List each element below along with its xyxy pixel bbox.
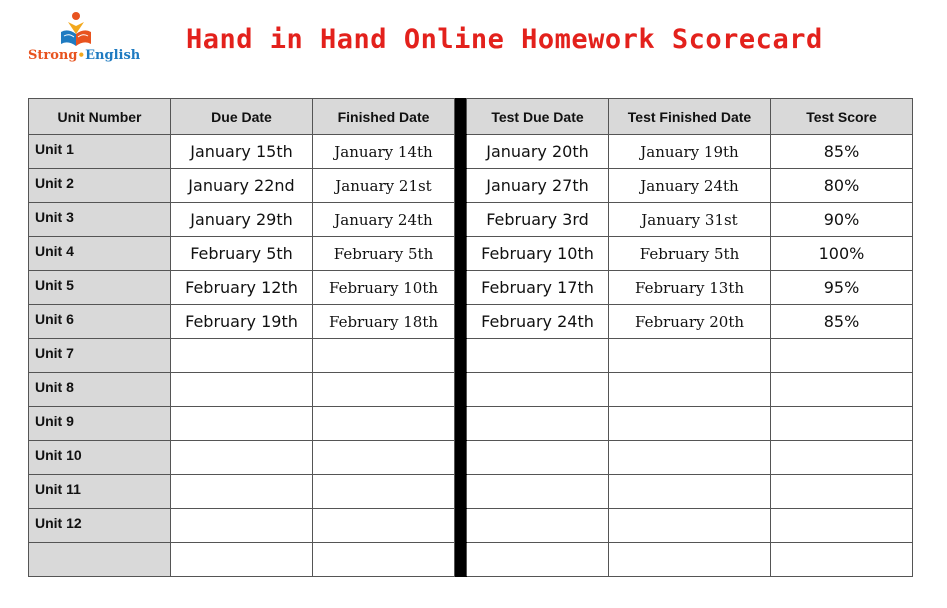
logo-dot: • (77, 48, 86, 62)
test-due-date-cell (467, 509, 609, 543)
header-due-date: Due Date (171, 99, 313, 135)
test-finished-date-cell: January 24th (609, 169, 771, 203)
logo-word-strong: Strong (28, 48, 78, 63)
finished-date-cell: January 24th (313, 203, 455, 237)
due-date-cell (171, 373, 313, 407)
finished-date-cell (313, 509, 455, 543)
test-finished-date-cell (609, 543, 771, 577)
column-divider (455, 203, 467, 237)
test-finished-date-cell (609, 339, 771, 373)
header-unit-number: Unit Number (29, 99, 171, 135)
finished-date-cell (313, 373, 455, 407)
test-due-date-cell: February 24th (467, 305, 609, 339)
test-score-cell (771, 475, 913, 509)
column-divider (455, 407, 467, 441)
scorecard-table (28, 98, 913, 577)
column-divider (455, 271, 467, 305)
column-divider (455, 509, 467, 543)
test-score-cell: 100% (771, 237, 913, 271)
table-row (29, 305, 913, 339)
test-score-cell (771, 407, 913, 441)
test-due-date-cell (467, 407, 609, 441)
due-date-cell (171, 509, 313, 543)
unit-number-cell: Unit 3 (29, 203, 171, 237)
table-row (29, 373, 913, 407)
finished-date-cell: February 18th (313, 305, 455, 339)
page-title: Hand in Hand Online Homework Scorecard (186, 24, 823, 55)
header-finished-date: Finished Date (313, 99, 455, 135)
table-row (29, 237, 913, 271)
due-date-cell: January 15th (171, 135, 313, 169)
due-date-cell (171, 543, 313, 577)
test-due-date-cell (467, 475, 609, 509)
test-score-cell: 85% (771, 305, 913, 339)
test-score-cell: 95% (771, 271, 913, 305)
test-finished-date-cell: January 19th (609, 135, 771, 169)
unit-number-cell: Unit 1 (29, 135, 171, 169)
test-due-date-cell (467, 543, 609, 577)
column-divider (455, 441, 467, 475)
table-row (29, 135, 913, 169)
due-date-cell: January 22nd (171, 169, 313, 203)
finished-date-cell (313, 475, 455, 509)
unit-number-cell: Unit 9 (29, 407, 171, 441)
unit-number-cell: Unit 4 (29, 237, 171, 271)
test-finished-date-cell: February 20th (609, 305, 771, 339)
test-score-cell (771, 441, 913, 475)
due-date-cell: January 29th (171, 203, 313, 237)
column-divider (455, 237, 467, 271)
table-row (29, 169, 913, 203)
test-due-date-cell: February 10th (467, 237, 609, 271)
due-date-cell (171, 441, 313, 475)
due-date-cell (171, 407, 313, 441)
book-reader-icon (58, 10, 94, 48)
finished-date-cell: January 14th (313, 135, 455, 169)
test-finished-date-cell (609, 509, 771, 543)
finished-date-cell: February 10th (313, 271, 455, 305)
test-score-cell (771, 543, 913, 577)
table-row (29, 203, 913, 237)
column-divider (455, 135, 467, 169)
test-finished-date-cell (609, 373, 771, 407)
test-finished-date-cell: February 13th (609, 271, 771, 305)
unit-number-cell (29, 543, 171, 577)
due-date-cell (171, 475, 313, 509)
header-row (29, 99, 913, 135)
logo-text (28, 48, 140, 63)
unit-number-cell: Unit 10 (29, 441, 171, 475)
column-divider (455, 305, 467, 339)
test-score-cell (771, 373, 913, 407)
table-row (29, 509, 913, 543)
unit-number-cell: Unit 2 (29, 169, 171, 203)
test-due-date-cell: February 3rd (467, 203, 609, 237)
unit-number-cell: Unit 6 (29, 305, 171, 339)
unit-number-cell: Unit 11 (29, 475, 171, 509)
finished-date-cell (313, 339, 455, 373)
test-finished-date-cell: February 5th (609, 237, 771, 271)
table-row (29, 407, 913, 441)
test-due-date-cell: January 20th (467, 135, 609, 169)
unit-number-cell: Unit 7 (29, 339, 171, 373)
finished-date-cell (313, 441, 455, 475)
table-row (29, 271, 913, 305)
logo-word-english: English (85, 48, 141, 63)
column-divider (455, 339, 467, 373)
header-test-due-date: Test Due Date (467, 99, 609, 135)
test-score-cell: 90% (771, 203, 913, 237)
test-due-date-cell (467, 339, 609, 373)
test-finished-date-cell (609, 407, 771, 441)
column-divider (455, 475, 467, 509)
test-score-cell: 80% (771, 169, 913, 203)
finished-date-cell (313, 407, 455, 441)
test-due-date-cell (467, 373, 609, 407)
table-row (29, 441, 913, 475)
due-date-cell (171, 339, 313, 373)
test-finished-date-cell: January 31st (609, 203, 771, 237)
due-date-cell: February 19th (171, 305, 313, 339)
table-row (29, 475, 913, 509)
test-score-cell (771, 509, 913, 543)
unit-number-cell: Unit 8 (29, 373, 171, 407)
test-score-cell (771, 339, 913, 373)
due-date-cell: February 12th (171, 271, 313, 305)
column-divider (455, 543, 467, 577)
header-test-score: Test Score (771, 99, 913, 135)
table-row (29, 543, 913, 577)
test-due-date-cell: February 17th (467, 271, 609, 305)
column-divider (455, 99, 467, 135)
header-test-finished-date: Test Finished Date (609, 99, 771, 135)
test-score-cell: 85% (771, 135, 913, 169)
table-row (29, 339, 913, 373)
finished-date-cell: February 5th (313, 237, 455, 271)
finished-date-cell (313, 543, 455, 577)
logo (24, 8, 141, 68)
column-divider (455, 169, 467, 203)
column-divider (455, 373, 467, 407)
unit-number-cell: Unit 12 (29, 509, 171, 543)
due-date-cell: February 5th (171, 237, 313, 271)
test-finished-date-cell (609, 441, 771, 475)
table-body (29, 135, 913, 577)
test-finished-date-cell (609, 475, 771, 509)
finished-date-cell: January 21st (313, 169, 455, 203)
unit-number-cell: Unit 5 (29, 271, 171, 305)
test-due-date-cell: January 27th (467, 169, 609, 203)
test-due-date-cell (467, 441, 609, 475)
